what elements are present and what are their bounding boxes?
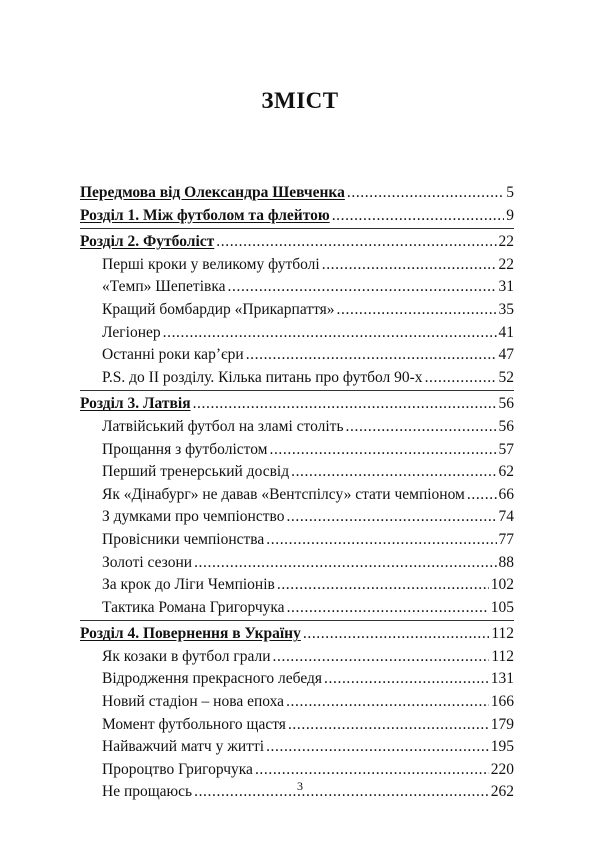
section-divider [80,390,514,391]
toc-entry-label: Як козаки в футбол грали [102,647,271,665]
toc-leader-dots [269,439,496,462]
page-number: 3 [297,779,303,793]
toc-entry-label: Як «Дінабург» не давав «Вентспілсу» стати чемпіоном [102,485,465,503]
toc-entry-page: 131 [490,670,514,688]
toc-entry-label: Відродження прекрасного лебедя [102,670,323,688]
toc-chapter-entry [80,231,514,254]
toc-entry-label: Розділ 1. Між футболом та флейтою [80,206,330,224]
toc-entry-page: 5 [506,184,514,201]
toc-leader-dots [322,254,497,277]
toc-entry-label: «Темп» Шепетівка [102,278,226,296]
toc-subentry [80,344,514,367]
toc-subentry [80,416,514,439]
toc-entry-page: 88 [498,553,514,571]
toc-entry-label: Золоті сезони [102,553,193,571]
toc-entry-page: 41 [498,323,514,341]
toc-entry-label: Найважчий матч у житті [102,738,265,756]
toc-leader-dots [425,367,497,390]
toc-entry-label: Перші кроки у великому футболі [102,255,320,273]
toc-leader-dots [246,344,497,367]
toc-leader-dots [467,484,497,507]
toc-leader-dots [277,574,489,597]
toc-entry-label: Пророцтво Григорчука [102,760,253,778]
toc-subentry [80,668,514,691]
toc-entry-page: 66 [498,485,514,503]
page-title: ЗМІСТ [261,88,339,113]
toc-subentry [80,484,514,507]
toc-subentry [80,574,514,597]
toc-leader-dots [303,623,489,646]
table-of-contents [80,182,514,804]
toc-leader-dots [266,529,496,552]
toc-entry-page: 195 [490,738,514,756]
toc-leader-dots [332,205,505,228]
toc-subentry [80,461,514,484]
toc-entry-page: 105 [490,598,514,616]
toc-leader-dots [286,506,496,529]
toc-entry-label: З думками про чемпіонство [102,508,285,526]
toc-chapter-entry [80,623,514,646]
toc-entry-page: 52 [498,368,514,386]
toc-subentry [80,529,514,552]
section-divider [80,228,514,229]
toc-entry-page: 112 [491,647,514,665]
toc-leader-dots [194,552,496,575]
toc-subentry [80,646,514,669]
toc-entry-label: Прощання з футболістом [102,440,268,458]
toc-subentry [80,714,514,737]
toc-entry-page: 102 [490,576,514,594]
toc-entry-label: Латвійський футбол на зламі століть [102,417,344,435]
toc-subentry [80,506,514,529]
toc-leader-dots [163,322,497,345]
toc-subentry [80,367,514,390]
toc-leader-dots [193,393,497,416]
toc-entry-label: Розділ 4. Повернення в Україну [80,625,301,643]
toc-subentry [80,299,514,322]
toc-entry-label: P.S. до ІІ розділу. Кілька питань про футбол 90-х [102,368,423,386]
toc-entry-page: 57 [498,440,514,458]
toc-chapter-entry [80,182,514,205]
toc-leader-dots [216,231,496,254]
toc-entry-page: 47 [498,346,514,364]
toc-subentry [80,254,514,277]
toc-entry-page: 56 [498,417,514,435]
toc-entry-page: 22 [498,233,514,251]
toc-leader-dots [288,714,489,737]
toc-entry-page: 220 [490,760,514,778]
toc-entry-page: 74 [498,508,514,526]
toc-leader-dots [286,691,489,714]
toc-leader-dots [346,416,497,439]
toc-entry-page: 22 [498,255,514,273]
toc-subentry [80,439,514,462]
toc-entry-label: Момент футбольного щастя [102,715,286,733]
section-divider [80,620,514,621]
toc-entry-page: 112 [491,625,514,643]
toc-entry-label: Легіонер [102,323,161,341]
toc-chapter-entry [80,393,514,416]
toc-entry-label: Кращий бомбардир «Прикарпаття» [102,300,335,318]
toc-entry-page: 9 [506,206,514,224]
toc-leader-dots [228,276,497,299]
toc-entry-page: 77 [498,530,514,548]
toc-entry-label: За крок до Ліги Чемпіонів [102,576,275,594]
toc-leader-dots [273,646,490,669]
toc-leader-dots [291,461,496,484]
toc-entry-label: Не прощаюсь [102,783,193,801]
toc-entry-label: Розділ 2. Футболіст [80,233,215,251]
toc-entry-page: 31 [498,278,514,296]
toc-leader-dots [287,597,489,620]
toc-entry-label: Розділ 3. Латвія [80,395,191,413]
toc-entry-label: Передмова від Олександра Шевченка [80,184,345,201]
toc-entry-label: Провісники чемпіонства [102,530,265,548]
toc-subentry [80,736,514,759]
toc-entry-page: 166 [490,693,514,711]
toc-leader-dots [347,182,504,205]
toc-leader-dots [337,299,497,322]
toc-entry-page: 62 [498,463,514,481]
toc-entry-page: 179 [490,715,514,733]
toc-subentry [80,691,514,714]
toc-leader-dots [324,668,489,691]
toc-subentry [80,322,514,345]
toc-entry-label: Тактика Романа Григорчука [102,598,285,616]
toc-entry-label: Новий стадіон – нова епоха [102,693,285,711]
toc-entry-label: Перший тренерський досвід [102,463,290,481]
toc-leader-dots [266,736,489,759]
toc-entry-label: Останні роки кар’єри [102,346,244,364]
toc-entry-page: 35 [498,300,514,318]
toc-subentry [80,276,514,299]
toc-subentry [80,552,514,575]
toc-chapter-entry [80,205,514,228]
toc-subentry [80,597,514,620]
toc-entry-page: 56 [498,395,514,413]
toc-entry-page: 262 [490,783,514,801]
